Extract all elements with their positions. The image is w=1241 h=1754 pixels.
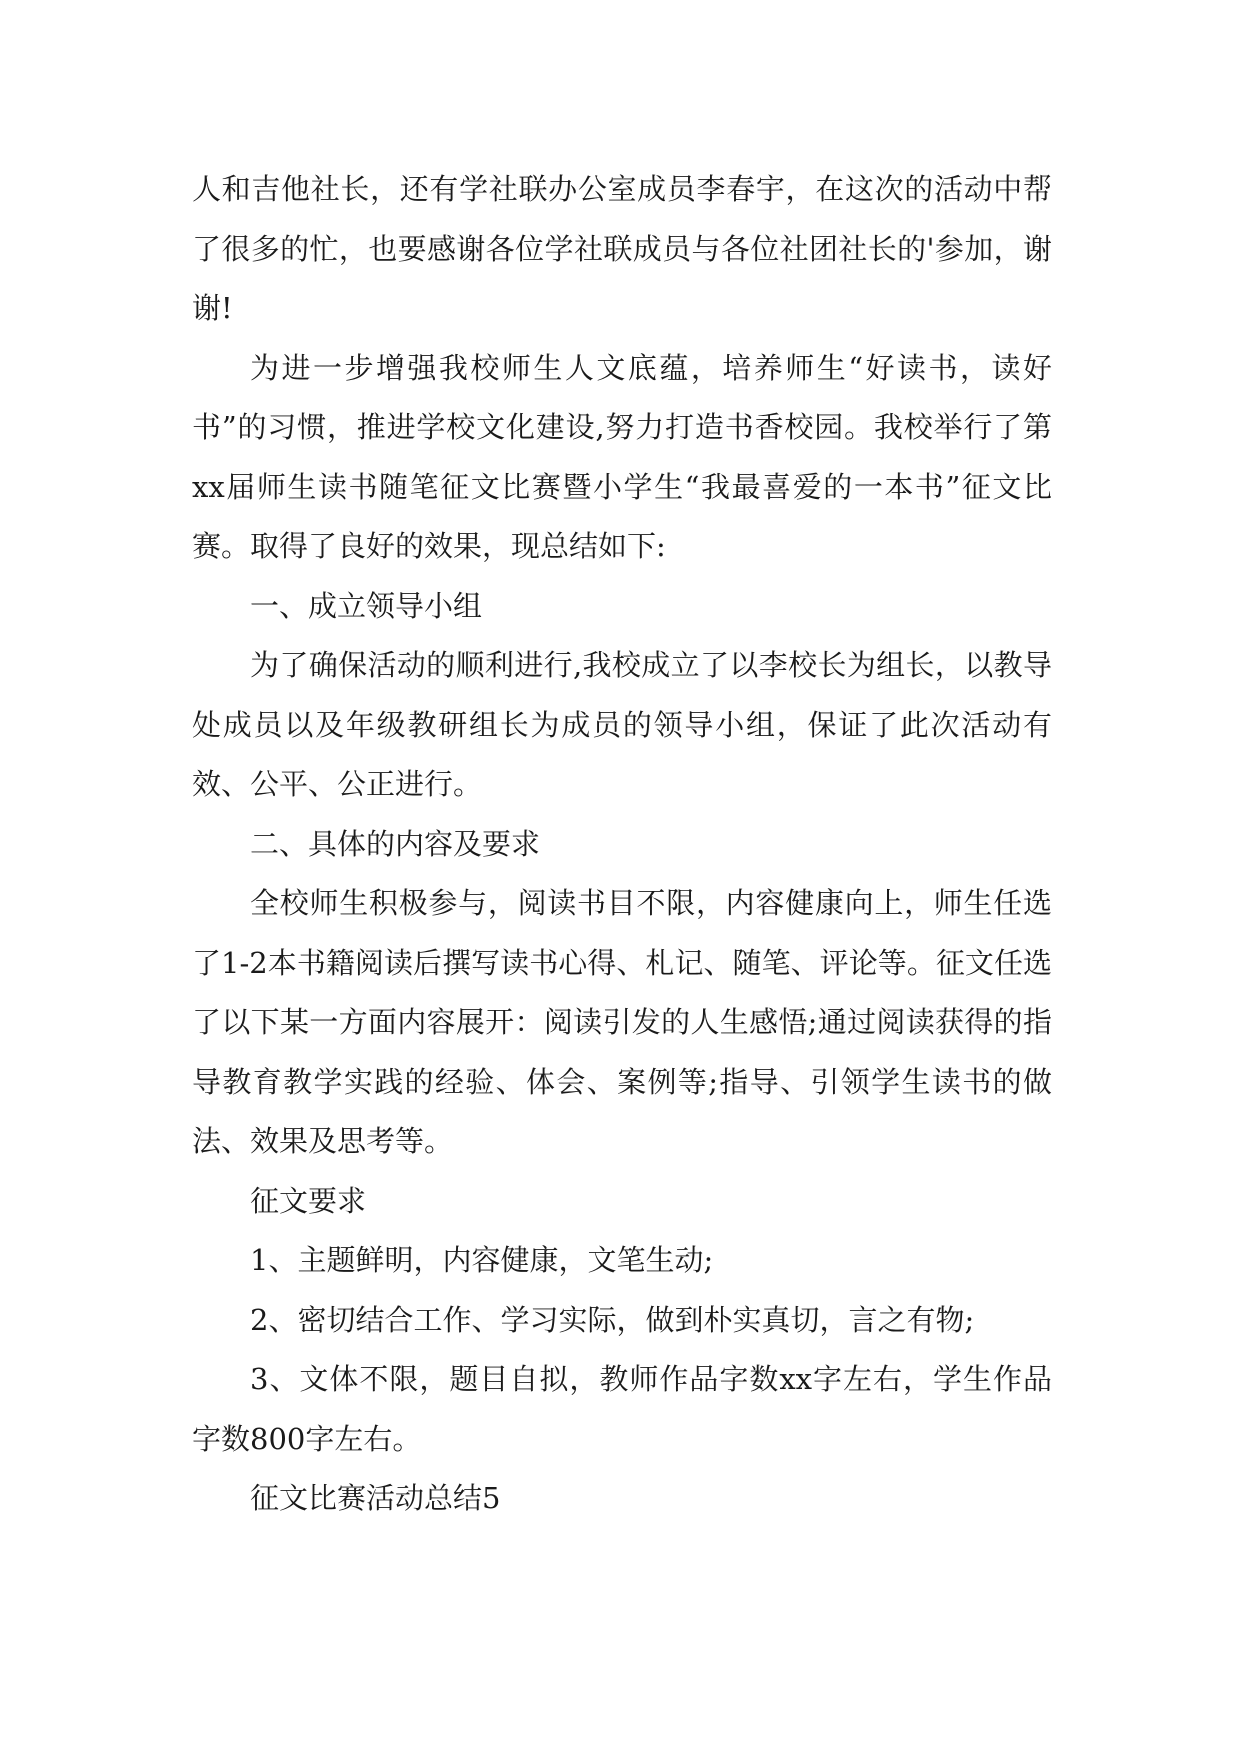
requirement-item-1: 1、主题鲜明，内容健康，文笔生动; xyxy=(250,1243,714,1277)
section-heading-leadership-group: 一、成立领导小组 xyxy=(250,588,483,623)
document-page xyxy=(192,160,1052,1529)
paragraph-thanks-continued: 人和吉他社长，还有学社联办公室成员李春宇，在这次的活动中帮了很多的忙，也要感谢各位学社联成员与各位社团社长的'参加，谢谢! xyxy=(192,172,1052,325)
section-title-summary-5: 征文比赛活动总结5 xyxy=(250,1481,501,1515)
paragraph-content-requirements: 全校师生积极参与，阅读书目不限，内容健康向上，师生任选了1-2本书籍阅读后撰写读书心得、札记、随笔、评论等。征文任选了以下某一方面内容展开：阅读引发的人生感悟;通过阅读获得的指导教育教学实践的经验、体会、案例等;指导、引领学生读书的做法、效果及思考等。 xyxy=(192,886,1052,1158)
subheading-essay-requirements: 征文要求 xyxy=(250,1183,367,1218)
requirement-item-3: 3、文体不限，题目自拟，教师作品字数xx字左右，学生作品字数800字左右。 xyxy=(192,1362,1052,1456)
section-heading-content-requirements: 二、具体的内容及要求 xyxy=(250,826,541,861)
requirement-item-2: 2、密切结合工作、学习实际，做到朴实真切，言之有物; xyxy=(250,1302,975,1337)
paragraph-leadership-group: 为了确保活动的顺利进行,我校成立了以李校长为组长，以教导处成员以及年级教研组长为成员的领导小组，保证了此次活动有效、公平、公正进行。 xyxy=(192,648,1052,801)
paragraph-intro: 为进一步增强我校师生人文底蕴，培养师生“好读书，读好书”的习惯，推进学校文化建设,努力打造书香校园。我校举行了第xx届师生读书随笔征文比赛暨小学生“我最喜爱的一本书”征文比赛。取得了良好的效果，现总结如下: xyxy=(192,350,1052,563)
